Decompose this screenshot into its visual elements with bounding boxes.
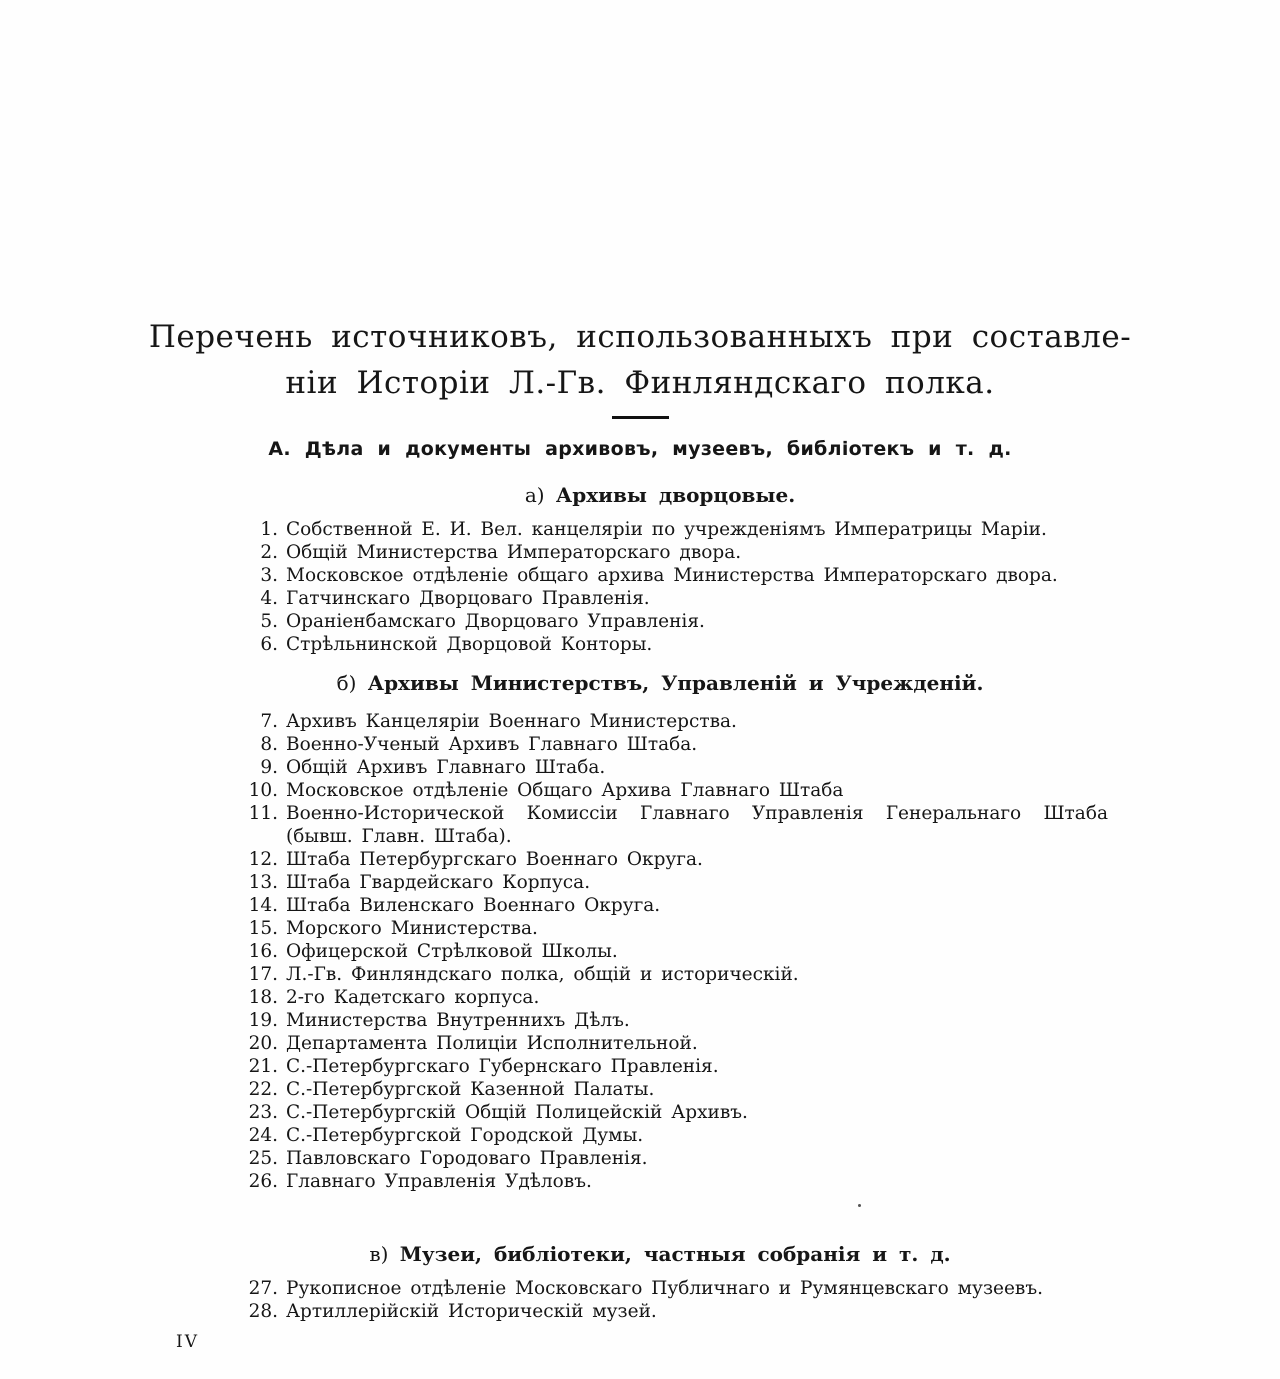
item-text: Стрѣльнинской Дворцовой Конторы. — [286, 634, 653, 655]
list-item — [180, 871, 1140, 894]
list-item — [180, 541, 1140, 564]
list-item — [180, 587, 1140, 610]
subsection-label: Архивы Министерствъ, Управленій и Учрежденій. — [367, 671, 984, 695]
item-number-spacer — [180, 825, 286, 848]
item-text: Архивъ Канцеляріи Военнаго Министерства. — [286, 711, 737, 732]
list-item — [180, 1277, 1140, 1300]
list-item — [180, 917, 1140, 940]
item-text: Общій Архивъ Главнаго Штаба. — [286, 757, 606, 778]
item-number: 14. — [248, 895, 278, 916]
item-number: 3. — [260, 565, 278, 586]
section-a-heading: А. Дѣла и документы архивовъ, музеевъ, библіотекъ и т. д. — [268, 438, 1012, 460]
subsection-heading — [180, 670, 1140, 696]
subsection-label: Архивы дворцовые. — [555, 483, 796, 507]
item-number: 8. — [260, 734, 278, 755]
item-text: Департамента Полиціи Исполнительной. — [286, 1033, 698, 1054]
item-text-continuation: (бывш. Главн. Штаба). — [286, 826, 512, 847]
source-list — [180, 478, 1140, 1323]
list-item — [180, 894, 1140, 917]
item-number: 20. — [248, 1033, 278, 1054]
item-text: Московское отдѣленіе Общаго Архива Главнаго Штаба — [286, 780, 844, 801]
list-item — [180, 1032, 1140, 1055]
list-item — [180, 1300, 1140, 1323]
subsection-label: Музеи, библіотеки, частныя собранія и т. д. — [399, 1242, 951, 1266]
list-item — [180, 802, 1140, 825]
item-number: 27. — [248, 1278, 278, 1299]
list-item — [180, 564, 1140, 587]
item-text: 2-го Кадетскаго корпуса. — [286, 987, 540, 1008]
item-number: 24. — [248, 1125, 278, 1146]
list-item — [180, 1055, 1140, 1078]
list-item — [180, 1078, 1140, 1101]
page-title — [0, 314, 1280, 406]
item-text: Павловскаго Городоваго Правленія. — [286, 1148, 648, 1169]
item-text: С.-Петербургской Казенной Палаты. — [286, 1079, 655, 1100]
item-number: 21. — [248, 1056, 278, 1077]
item-text: С.-Петербургской Городской Думы. — [286, 1125, 644, 1146]
list-item — [180, 1009, 1140, 1032]
item-number: 26. — [248, 1171, 278, 1192]
item-text: Ораніенбамскаго Дворцоваго Управленія. — [286, 611, 705, 632]
page-number: IV — [176, 1332, 199, 1352]
item-number: 12. — [248, 849, 278, 870]
item-number: 9. — [260, 757, 278, 778]
subsection — [180, 1241, 1140, 1323]
list-item — [180, 710, 1140, 733]
list-item — [180, 756, 1140, 779]
subsection-heading — [180, 482, 1140, 508]
list-item — [180, 848, 1140, 871]
item-text: С.-Петербургскаго Губернскаго Правленія. — [286, 1056, 719, 1077]
list-item — [180, 1101, 1140, 1124]
list-item — [180, 633, 1140, 656]
item-number: 18. — [248, 987, 278, 1008]
item-text: Московское отдѣленіе общаго архива Министерства Императорскаго двора. — [286, 565, 1058, 586]
item-text: Артиллерійскій Историческій музей. — [286, 1301, 657, 1322]
subsection-prefix: в) — [369, 1242, 389, 1266]
list-item — [180, 1124, 1140, 1147]
item-number: 10. — [248, 780, 278, 801]
title-line-1: Перечень источниковъ, использованныхъ при составле- — [148, 319, 1132, 355]
item-text: Штаба Виленскаго Военнаго Округа. — [286, 895, 661, 916]
list-item — [180, 986, 1140, 1009]
item-number: 4. — [260, 588, 278, 609]
subsection-prefix: б) — [336, 671, 357, 695]
title-line-2: ніи Исторіи Л.-Гв. Финляндскаго полка. — [285, 365, 995, 401]
subsection-heading — [180, 1241, 1140, 1267]
item-text: С.-Петербургскій Общій Полицейскій Архивъ. — [286, 1102, 748, 1123]
list-item — [180, 518, 1140, 541]
item-number: 6. — [260, 634, 278, 655]
subsection — [180, 670, 1140, 1193]
list-item — [180, 963, 1140, 986]
title-divider-rule — [612, 416, 669, 419]
item-number: 11. — [248, 803, 278, 824]
item-text: Военно-Ученый Архивъ Главнаго Штаба. — [286, 734, 698, 755]
subsection-prefix: а) — [524, 483, 545, 507]
item-number: 25. — [248, 1148, 278, 1169]
item-number: 23. — [248, 1102, 278, 1123]
item-text: Гатчинскаго Дворцоваго Правленія. — [286, 588, 650, 609]
item-text: Собственной Е. И. Вел. канцеляріи по учрежденіямъ Императрицы Маріи. — [286, 519, 1047, 540]
item-text: Штаба Петербургскаго Военнаго Округа. — [286, 849, 703, 870]
item-number: 15. — [248, 918, 278, 939]
item-text: Рукописное отдѣленіе Московскаго Публичнаго и Румянцевскаго музеевъ. — [286, 1278, 1043, 1299]
item-number: 13. — [248, 872, 278, 893]
list-item — [180, 733, 1140, 756]
list-item — [180, 940, 1140, 963]
list-item — [180, 1147, 1140, 1170]
ink-speck — [858, 1204, 861, 1207]
item-text: Главнаго Управленія Удѣловъ. — [286, 1171, 592, 1192]
item-text: Штаба Гвардейскаго Корпуса. — [286, 872, 591, 893]
item-text: Общій Министерства Императорскаго двора. — [286, 542, 742, 563]
item-text: Военно-Исторической Комиссіи Главнаго Управленія Генеральнаго Штаба — [286, 803, 1108, 824]
list-item — [180, 779, 1140, 802]
item-text: Морского Министерства. — [286, 918, 538, 939]
item-number: 16. — [248, 941, 278, 962]
item-number: 28. — [248, 1301, 278, 1322]
subsection — [180, 482, 1140, 656]
list-item — [180, 1170, 1140, 1193]
item-number: 22. — [248, 1079, 278, 1100]
item-number: 2. — [260, 542, 278, 563]
list-item-continuation — [180, 825, 1140, 848]
item-number: 1. — [260, 519, 278, 540]
item-number: 7. — [260, 711, 278, 732]
item-text: Л.-Гв. Финляндскаго полка, общій и историческій. — [286, 964, 799, 985]
item-text: Министерства Внутреннихъ Дѣлъ. — [286, 1010, 630, 1031]
item-number: 5. — [260, 611, 278, 632]
list-item — [180, 610, 1140, 633]
item-text: Офицерской Стрѣлковой Школы. — [286, 941, 618, 962]
item-number: 19. — [248, 1010, 278, 1031]
item-number: 17. — [248, 964, 278, 985]
